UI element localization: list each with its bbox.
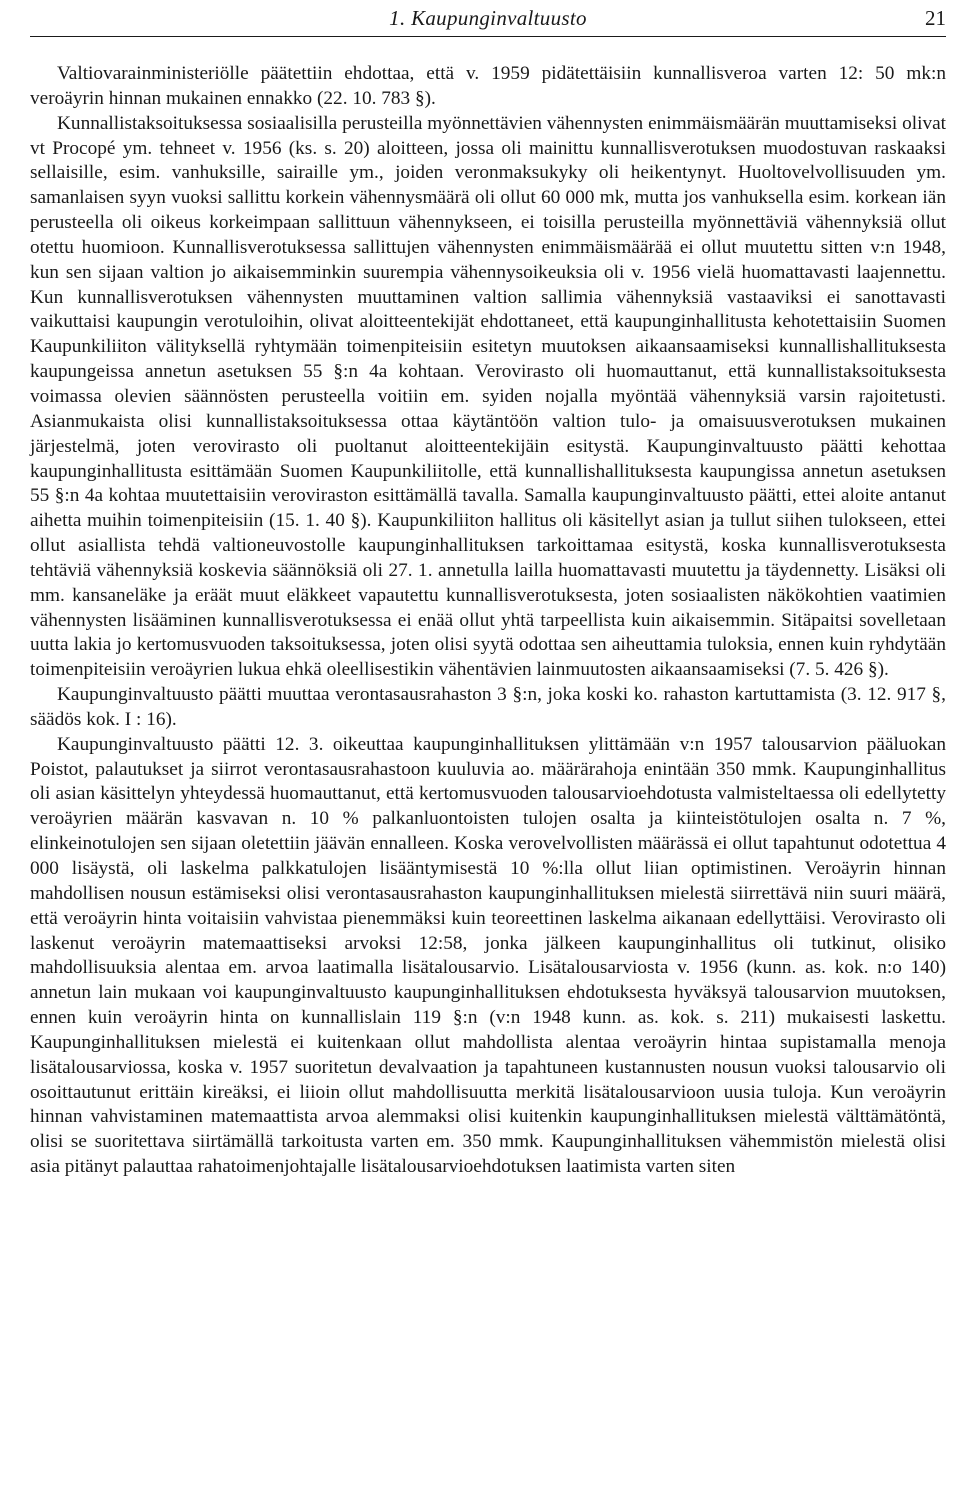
page-header	[30, 6, 946, 36]
page-number: 21	[925, 6, 946, 30]
paragraph: Kunnallistaksoituksessa sosiaalisilla perusteilla myönnettävien vähennysten enimmäismäärän muuttamiseksi olivat vt Procopé ym. tehneet v. 1956 (ks. s. 20) aloitteen, jossa oli mainittu kunnallisverotuksen muodostuvan raskaaksi sellaisille, esim. vanhuksille, sairaille ym., joiden veronmaksukyky oli heikentynyt. Huoltovelvollisuuden ym. samanlaisen syyn vuoksi sallittu korkein vähennysmäärä oli ollut 60 000 mk, mutta jos vanhuksella esim. korkean iän perusteella oli oikeus korkeimpaan sallittuun vähennykseen, ei toisilla perusteilla myönnettäviä vähennyksiä ollut otettu huomioon. Kunnallisverotuksessa sallittujen vähennysten enimmäismäärää ei ollut muutettu sitten v:n 1948, kun sen sijaan valtion jo aikaisemminkin suurempia vähennysoikeuksia oli v. 1956 vielä huomattavasti laajennettu. Kun kunnallisverotuksen vähennysten muuttaminen valtion sallimia vähennyksiä vastaaviksi ei sanottavasti vaikuttaisi kaupungin verotuloihin, olivat aloitteentekijät ehdottaneet, että kaupunginhallitusta kehotettaisiin Suomen Kaupunkiliiton välityksellä ryhtymään toimenpiteisiin esitetyn muutoksen aikaansaamiseksi kunnallishallituksesta kaupungeissa annetun asetuksen 55 §:n 4a kohtaan. Verovirasto oli huomauttanut, että kunnallistaksoituksesta voimassa olevien säännösten perusteella voitiin em. syiden nojalla myöntää vähennyksiä varsin rajoitetusti. Asianmukaista olisi kunnallistaksoituksessa ottaa käytäntöön valtion tulo- ja omaisuusverotuksen mukainen järjestelmä, joten verovirasto oli puoltanut aloitteentekijäin esitystä. Kaupunginvaltuusto päätti kehottaa kaupunginhallitusta esittämään Suomen Kaupunkiliitolle, että kunnallishallituksesta kaupungissa annetun asetuksen 55 §:n 4a kohtaa muutettaisiin veroviraston esittämällä tavalla. Samalla kaupunginvaltuusto päätti, ettei aloite antanut aihetta muihin toimenpiteisiin (15. 1. 40 §). Kaupunkiliiton hallitus oli käsitellyt asian ja tullut siihen tulokseen, ettei ollut asiallista tehdä valtioneuvostolle kaupunginhallituksen tarkoittamaa esitystä, koska kunnallisverotuksesta tehtäviä vähennyksiä koskevia säännöksiä oli 27. 1. annetulla lailla huomattavasti muutettu ja täydennetty. Lisäksi oli mm. kansaneläke ja eräät muut eläkkeet vapautettu kunnallisverotuksesta, joten sosiaalisten näkökohtien vaatimien vähennysten lisääminen kunnallisverotuksessa ei enää ollut yhtä tarpeellista kuin aikaisemmin. Sitäpaitsi sovelletaan uutta lakia jo kertomusvuoden taksoituksessa, joten olisi syytä odottaa sen aiheuttamia tuloksia, ennen kuin ryhdytään toimenpiteisiin veroäyrien lukua ehkä oleellisestikin vähentävien lainmuutosten aikaansaamiseksi (7. 5. 426 §).	[30, 112, 946, 681]
body-text	[30, 62, 946, 1180]
header-rule	[30, 36, 946, 37]
running-title: 1. Kaupunginvaltuusto	[389, 6, 587, 30]
paragraph: Valtiovarainministeriölle päätettiin ehdottaa, että v. 1959 pidätettäisiin kunnallisveroa varten 12: 50 mk:n veroäyrin hinnan mukainen ennakko (22. 10. 783 §).	[30, 63, 946, 109]
paragraph: Kaupunginvaltuusto päätti muuttaa verontasausrahaston 3 §:n, joka koski ko. rahaston kartuttamista (3. 12. 917 §, säädös kok. I : 16).	[30, 684, 946, 730]
paragraph: Kaupunginvaltuusto päätti 12. 3. oikeuttaa kaupunginhallituksen ylittämään v:n 1957 talousarvion pääluokan Poistot, palautukset ja siirrot verontasausrahastoon kuuluvia ao. määrärahoja enintään 350 mmk. Kaupunginhallitus oli asian käsittelyn yhteydessä huomauttanut, että kertomusvuoden talousarvioehdotusta valmisteltaessa oli edellytetty veroäyrien määrän kasvavan n. 10 % palkanluontoisten tulojen osalta ja kiinteistötulojen osalta n. 7 %, elinkeinotulojen sen sijaan oletettiin jäävän ennalleen. Koska verovelvollisten määrässä ei ollut tapahtunut odotettua 4 000 lisäystä, oli laskelma palkkatulojen lisääntymisestä 10 %:lla ollut liian optimistinen. Veroäyrin hinnan mahdollisen nousun estämiseksi olisi verontasausrahaston kaupunginhallituksen mielestä siirrettävä niin suuri määrä, että veroäyrin hinta voitaisiin vahvistaa pienemmäksi kuin teoreettinen laskelma aikanaan edellyttäisi. Verovirasto oli laskenut veroäyrin matemaattiseksi arvoksi 12:58, jonka jälkeen kaupunginhallitus oli tutkinut, olisiko mahdollisuuksia alentaa em. arvoa laatimalla lisätalousarvio. Lisätalousarviosta v. 1956 (kunn. as. kok. n:o 140) annetun lain mukaan voi kaupunginvaltuusto kaupunginhallituksen ehdotuksesta hyväksyä talousarvion muutoksen, ennen kuin veroäyrin hinta on kunnallislain 119 §:n (v:n 1948 kunn. as. kok. s. 211) mukaisesti laskettu. Kaupunginhallituksen mielestä ei kuitenkaan ollut mahdollista alentaa veroäyrin hintaa supistamalla menoja lisätalousarviossa, koska v. 1957 suoritetun devalvaation ja tapahtuneen kustannusten nousun vuoksi talousarvio oli osoittautunut erittäin kireäksi, ei liioin ollut mahdollisuutta merkitä lisätalousarvioon uusia tuloja. Kun veroäyrin hinnan vahvistaminen matemaattista arvoa alemmaksi olisi kuitenkin kaupunginhallituksen mielestä välttämätöntä, olisi se suoritettava siirtämällä tarkoitusta varten em. 350 mmk. Kaupunginhallituksen vähemmistön mielestä olisi asia pitänyt palauttaa rahatoimenjohtajalle lisätalousarvioehdotuksen laatimista varten siten	[30, 733, 946, 1178]
